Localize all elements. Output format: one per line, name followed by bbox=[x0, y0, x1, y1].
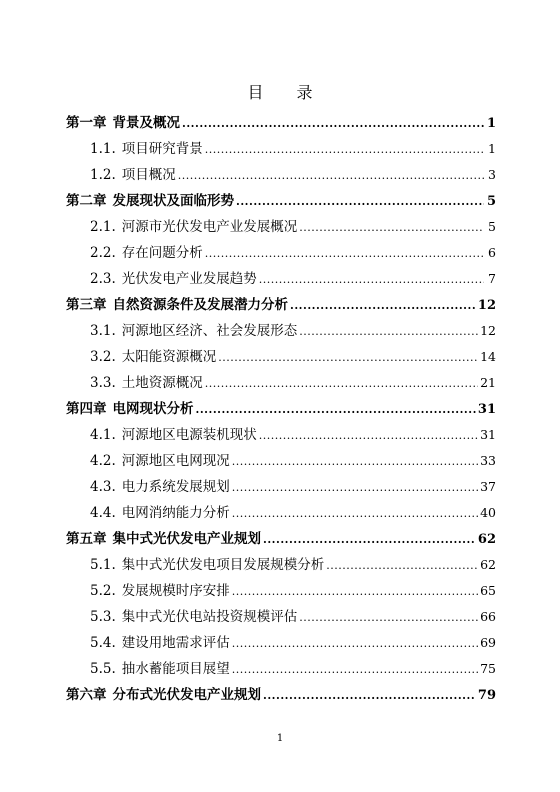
toc-entry-number: 3.1. bbox=[90, 323, 116, 339]
toc-entry-number: 第二章 bbox=[66, 193, 107, 209]
toc-dot-leader bbox=[178, 163, 484, 189]
toc-entry-number: 4.3. bbox=[90, 479, 116, 495]
toc-dot-leader bbox=[326, 553, 478, 579]
toc-entry-number: 4.1. bbox=[90, 427, 116, 443]
toc-entry-number: 5.2. bbox=[90, 583, 116, 599]
toc-section-entry[interactable] bbox=[66, 266, 496, 292]
toc-entry-page: 69 bbox=[480, 635, 496, 650]
toc-dot-leader bbox=[299, 319, 478, 345]
toc-entry-number: 2.2. bbox=[90, 245, 116, 261]
toc-dot-leader bbox=[259, 267, 484, 293]
toc-entry-page: 79 bbox=[477, 688, 496, 703]
toc-dot-leader bbox=[232, 631, 478, 657]
toc-entry-page: 37 bbox=[480, 479, 496, 494]
toc-entry-page: 7 bbox=[488, 271, 496, 286]
toc-entry-page: 12 bbox=[480, 323, 496, 338]
toc-entry-label: 河源市光伏发电产业发展概况 bbox=[121, 219, 298, 235]
toc-entry-page: 65 bbox=[480, 583, 496, 598]
toc-entry-number: 第三章 bbox=[66, 297, 107, 313]
toc-entry-label: 电力系统发展规划 bbox=[121, 479, 230, 495]
toc-entry-page: 31 bbox=[480, 427, 496, 442]
toc-dot-leader bbox=[232, 579, 478, 605]
toc-section-entry[interactable] bbox=[66, 162, 496, 188]
toc-section-entry[interactable] bbox=[66, 474, 496, 500]
toc-dot-leader bbox=[218, 345, 478, 371]
toc-entry-page: 66 bbox=[480, 609, 496, 624]
toc-entry-number: 5.5. bbox=[90, 661, 116, 677]
page-title: 目 录 bbox=[247, 83, 327, 102]
toc-dot-leader bbox=[290, 293, 476, 319]
toc-entry-page: 62 bbox=[477, 532, 496, 547]
toc-chapter-entry[interactable] bbox=[66, 292, 496, 318]
toc-section-entry[interactable] bbox=[66, 422, 496, 448]
toc-section-entry[interactable] bbox=[66, 578, 496, 604]
toc-entry-number: 5.3. bbox=[90, 609, 116, 625]
toc-entry-label: 集中式光伏发电项目发展规模分析 bbox=[121, 557, 325, 573]
page-number: 1 bbox=[276, 733, 284, 744]
toc-entry-label: 电网消纳能力分析 bbox=[121, 505, 230, 521]
toc-entry-number: 第五章 bbox=[66, 531, 107, 547]
toc-dot-leader bbox=[232, 475, 478, 501]
toc-entry-number: 2.1. bbox=[90, 219, 116, 235]
toc-dot-leader bbox=[205, 371, 478, 397]
toc-section-entry[interactable] bbox=[66, 500, 496, 526]
toc-entry-page: 14 bbox=[480, 349, 496, 364]
toc-entry-page: 5 bbox=[488, 219, 496, 234]
toc-entry-label: 土地资源概况 bbox=[121, 375, 203, 391]
toc-entry-page: 33 bbox=[480, 453, 496, 468]
toc-dot-leader bbox=[299, 605, 478, 631]
toc-entry-page: 75 bbox=[480, 661, 496, 676]
toc-entry-page: 31 bbox=[477, 402, 496, 417]
toc-entry-label: 河源地区经济、社会发展形态 bbox=[121, 323, 298, 339]
toc-entry-label: 集中式光伏电站投资规模评估 bbox=[121, 609, 298, 625]
toc-section-entry[interactable] bbox=[66, 214, 496, 240]
toc-dot-leader bbox=[263, 527, 476, 553]
toc-section-entry[interactable] bbox=[66, 136, 496, 162]
toc-dot-leader bbox=[182, 111, 484, 137]
toc-dot-leader bbox=[232, 657, 478, 683]
toc-entry-number: 第一章 bbox=[66, 115, 107, 131]
toc-entry-number: 第六章 bbox=[66, 687, 107, 703]
toc-entry-label: 项目研究背景 bbox=[121, 141, 203, 157]
toc-entry-page: 62 bbox=[480, 557, 496, 572]
toc-entry-page: 12 bbox=[477, 298, 496, 313]
toc-chapter-entry[interactable] bbox=[66, 396, 496, 422]
toc-entry-number: 3.2. bbox=[90, 349, 116, 365]
toc-entry-label: 河源地区电网现况 bbox=[121, 453, 230, 469]
toc-dot-leader bbox=[263, 683, 476, 709]
toc-entry-label: 发展现状及面临形势 bbox=[112, 193, 234, 209]
toc-entry-label: 分布式光伏发电产业规划 bbox=[112, 687, 261, 703]
toc-entry-page: 6 bbox=[488, 245, 496, 260]
toc-entry-page: 1 bbox=[488, 141, 496, 156]
toc-entry-page: 21 bbox=[480, 375, 496, 390]
toc-section-entry[interactable] bbox=[66, 552, 496, 578]
toc-section-entry[interactable] bbox=[66, 370, 496, 396]
toc-section-entry[interactable] bbox=[66, 656, 496, 682]
toc-entry-number: 5.1. bbox=[90, 557, 116, 573]
toc-section-entry[interactable] bbox=[66, 630, 496, 656]
toc-dot-leader bbox=[299, 215, 484, 241]
toc-entry-number: 5.4. bbox=[90, 635, 116, 651]
toc-entry-number: 4.2. bbox=[90, 453, 116, 469]
toc-section-entry[interactable] bbox=[66, 448, 496, 474]
toc-dot-leader bbox=[236, 189, 484, 215]
toc-dot-leader bbox=[205, 241, 484, 267]
toc-entry-label: 项目概况 bbox=[121, 167, 176, 183]
toc-entry-label: 建设用地需求评估 bbox=[121, 635, 230, 651]
toc-dot-leader bbox=[205, 137, 484, 163]
toc-entry-page: 5 bbox=[486, 194, 496, 209]
toc-entry-page: 3 bbox=[488, 167, 496, 182]
toc-section-entry[interactable] bbox=[66, 344, 496, 370]
toc-entry-page: 1 bbox=[486, 116, 496, 131]
toc-dot-leader bbox=[232, 501, 478, 527]
toc-entry-number: 2.3. bbox=[90, 271, 116, 287]
toc-entry-label: 背景及概况 bbox=[112, 115, 180, 131]
toc-entry-number: 3.3. bbox=[90, 375, 116, 391]
toc-section-entry[interactable] bbox=[66, 318, 496, 344]
toc-entry-number: 1.1. bbox=[90, 141, 116, 157]
toc-entry-page: 40 bbox=[480, 505, 496, 520]
toc-chapter-entry[interactable] bbox=[66, 526, 496, 552]
toc-entry-label: 抽水蓄能项目展望 bbox=[121, 661, 230, 677]
toc-entry-label: 存在问题分析 bbox=[121, 245, 203, 261]
toc-chapter-entry[interactable] bbox=[66, 188, 496, 214]
toc-entry-number: 4.4. bbox=[90, 505, 116, 521]
toc-entry-label: 发展规模时序安排 bbox=[121, 583, 230, 599]
toc-entry-number: 1.2. bbox=[90, 167, 116, 183]
toc-chapter-entry[interactable] bbox=[66, 682, 496, 708]
toc-dot-leader bbox=[259, 423, 478, 449]
toc-dot-leader bbox=[196, 397, 476, 423]
toc-entry-label: 光伏发电产业发展趋势 bbox=[121, 271, 257, 287]
toc-section-entry[interactable] bbox=[66, 604, 496, 630]
toc-entry-label: 河源地区电源装机现状 bbox=[121, 427, 257, 443]
toc-entry-label: 集中式光伏发电产业规划 bbox=[112, 531, 261, 547]
toc-entry-number: 第四章 bbox=[66, 401, 107, 417]
toc-dot-leader bbox=[232, 449, 478, 475]
toc-section-entry[interactable] bbox=[66, 240, 496, 266]
toc-entry-label: 太阳能资源概况 bbox=[121, 349, 217, 365]
toc-entry-label: 电网现状分析 bbox=[112, 401, 194, 417]
toc-entry-label: 自然资源条件及发展潜力分析 bbox=[112, 297, 288, 313]
table-of-contents bbox=[66, 110, 496, 708]
toc-chapter-entry[interactable] bbox=[66, 110, 496, 136]
